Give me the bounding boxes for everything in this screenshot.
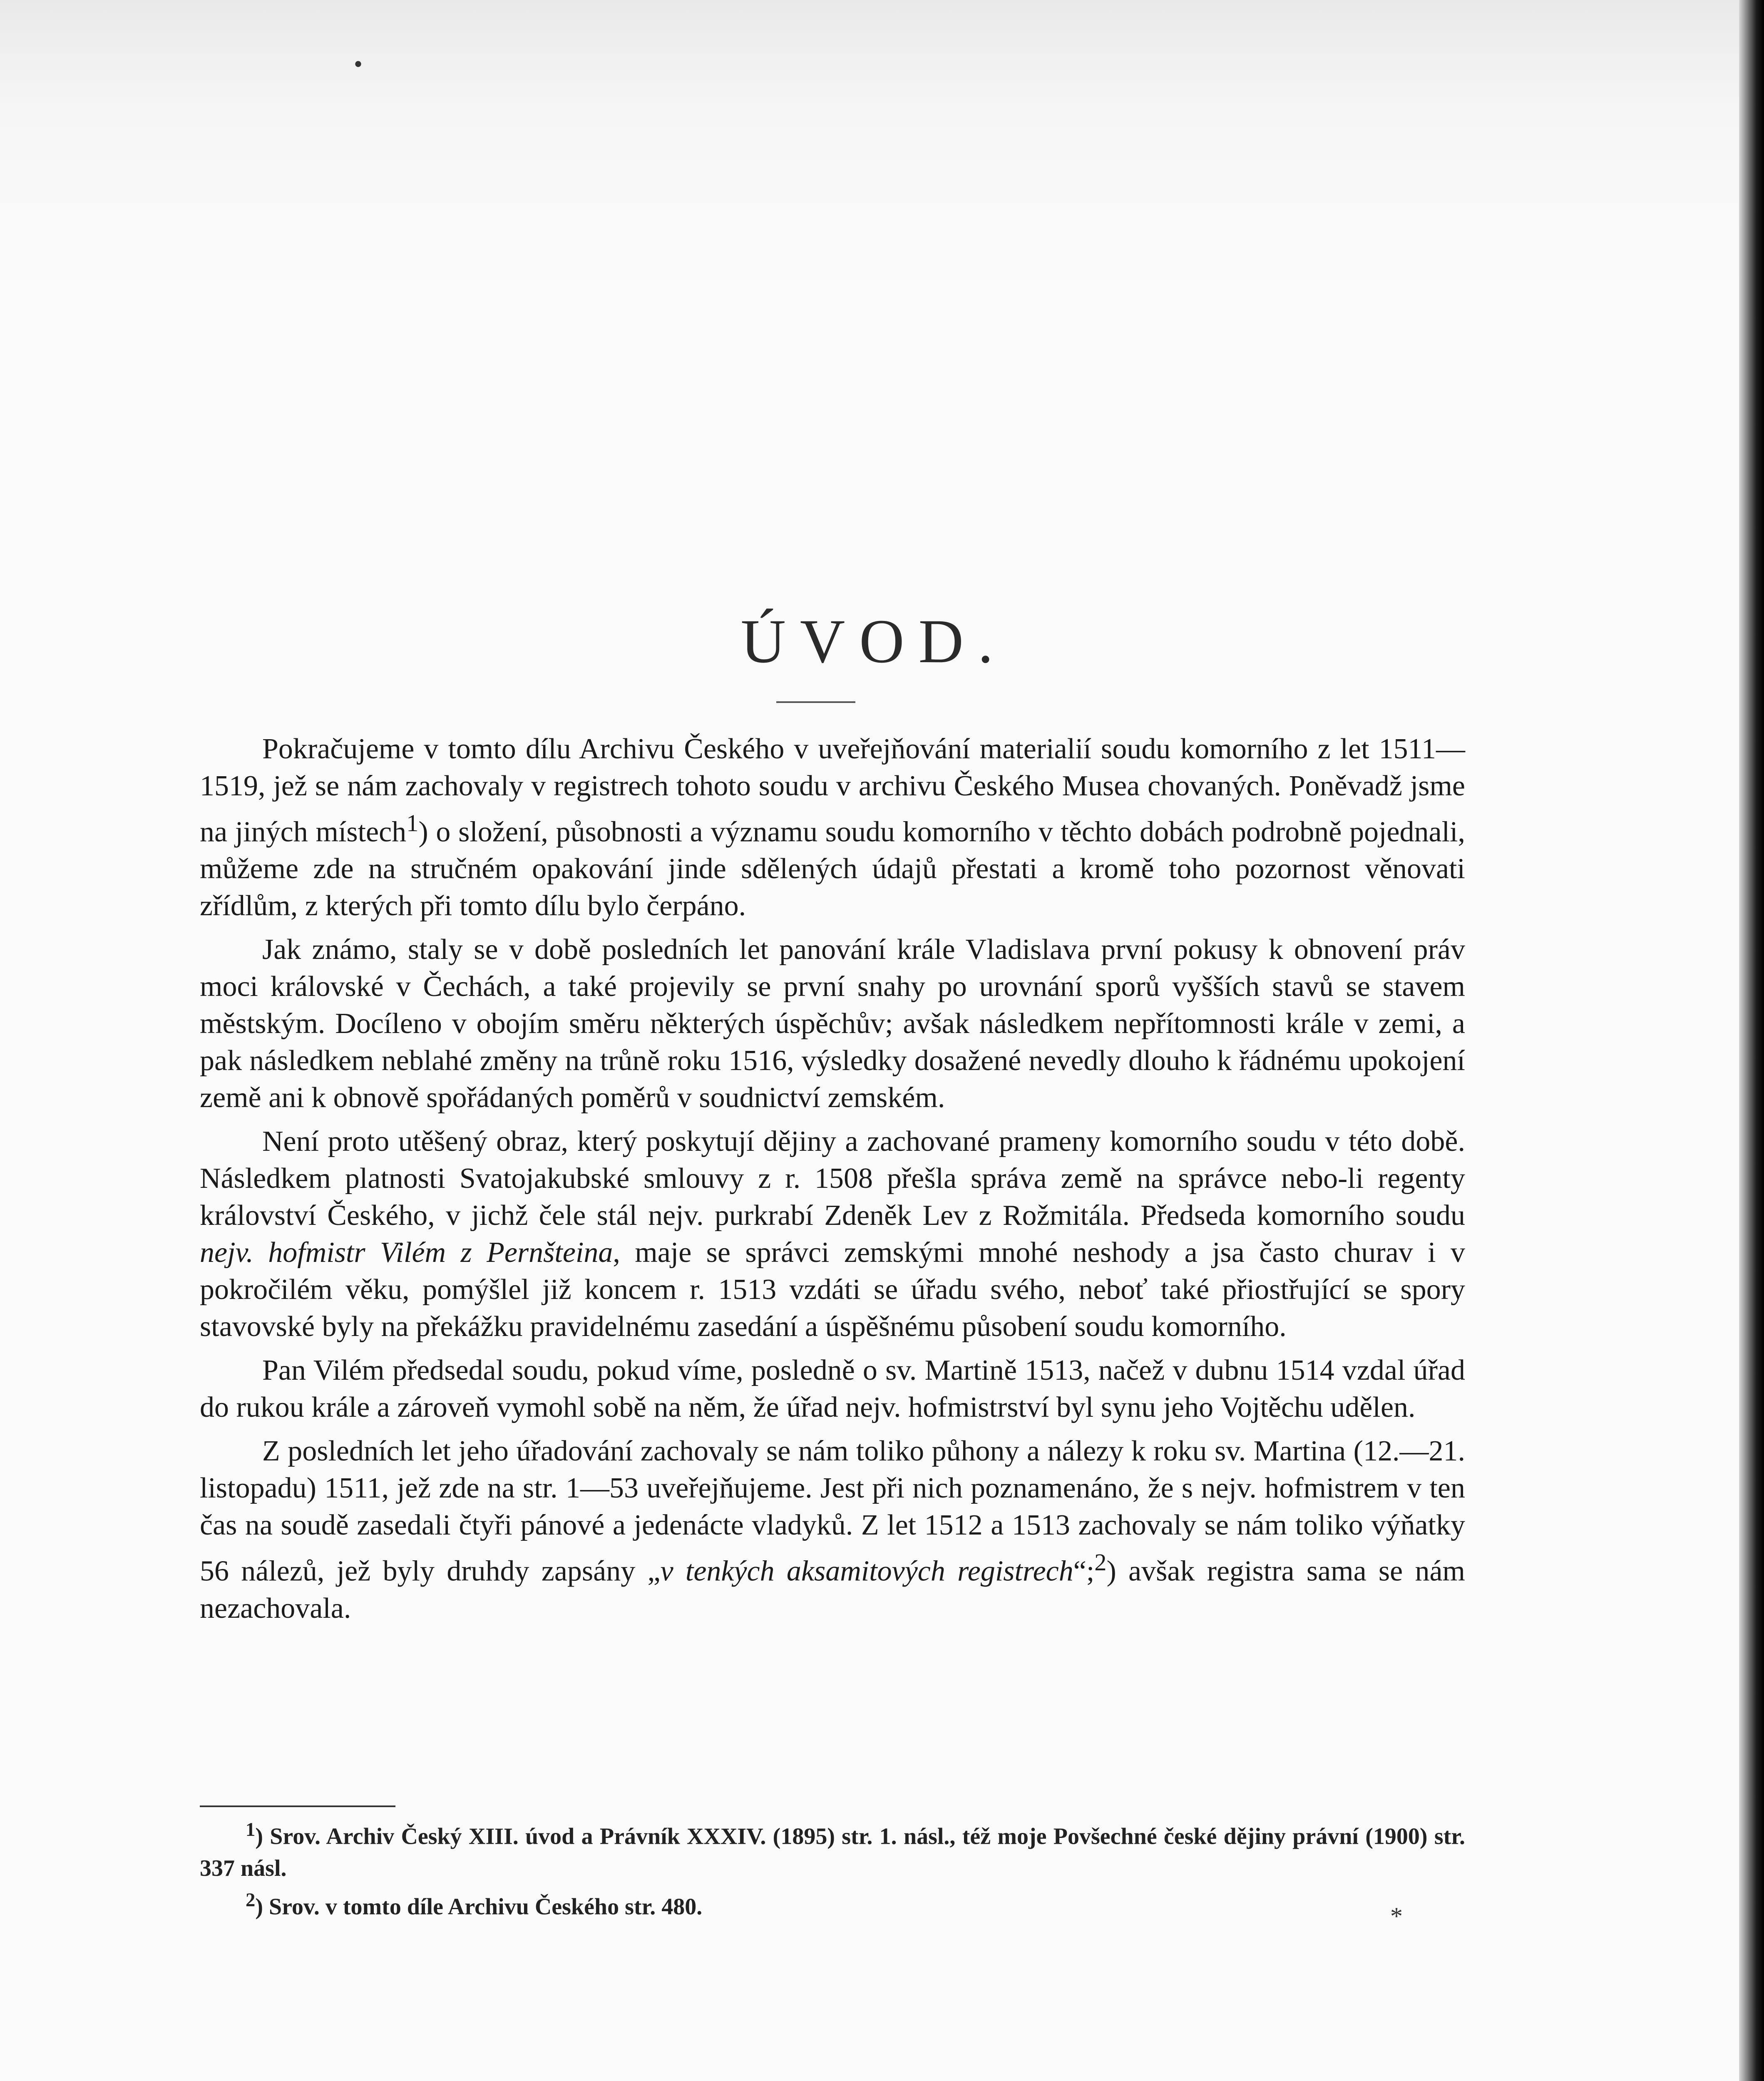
paragraph: Pokračujeme v tomto dílu Archivu Českého v uveřejňování materialií soudu komorního z let 1511—1519, jež se nám zachovaly v registrech tohoto soudu v archivu Českého Musea chovaných. Poněvadž jsme na jiných místech$^1$) o složení, působnosti a významu soudu komorního v těchto dobách podrobně pojednali, můžeme zde na stručném opakování jinde sdělených údajů přestati a kromě toho pozornost věnovati zřídlům, z kterých při tomto dílu bylo čerpáno. [200,733,1465,922]
paragraph: Z posledních let jeho úřadování zachovaly se nám toliko půhony a nálezy k roku sv. Martina (12.—21. listopadu) 1511, jež zde na str. 1—53 uveřejňujeme. Jest při nich poznamenáno, že s nejv. hofmistrem v ten čas na soudě zasedali čtyři pánové a jedenácte vladyků. Z let 1512 a 1513 zachovaly se nám toliko výňatky 56 nálezů, jež byly druhdy zapsány „v tenkých aksamitových registrech“;$^2$) avšak registra sama se nám nezachovala. [200,1435,1465,1624]
stray-mark: * [1390,1902,1403,1930]
title-rule [776,701,855,703]
paragraph: Není proto utěšený obraz, který poskytují dějiny a zachované prameny komorního soudu v této době. Následkem platnosti Svatojakubské smlouvy z r. 1508 přešla správa země na správce nebo-li regenty království Českého, v jichž čele stál nejv. purkrabí Zdeněk Lev z Rožmitála. Předseda komorního soudu nejv. hofmistr Vilém z Pernšteina, maje se správci zemskými mnohé neshody a jsa často churav i v pokročilém věku, pomýšlel již koncem r. 1513 vzdáti se úřadu svého, neboť také přiostřující se spory stavovské byly na překážku pravidelnému zasedání a úspěšnému působení soudu komorního. [200,1125,1466,1343]
paragraph: Pan Vilém předsedal soudu, pokud víme, posledně o sv. Martině 1513, načež v dubnu 1514 vzdal úřad do rukou krále a zároveň vymohl sobě na něm, že úřad nejv. hofmistrství byl synu jeho Vojtěchu udělen. [200,1354,1465,1424]
footnote: $^1$) Srov. Archiv Český XIII. úvod a Právník XXXIV. (1895) str. 1. násl., též moje Povšechné české dějiny právní (1900) str. 337 násl. [200,1819,1465,1881]
page-title: ÚVOD. [740,607,1008,676]
scan-edge [1739,0,1764,2081]
footnotes [200,1814,1465,1922]
footnote-rule [200,1805,395,1807]
stray-mark: • [354,50,363,78]
body-text [200,730,1465,1634]
paragraph: Jak známo, staly se v době posledních let panování krále Vladislava první pokusy k obnovení práv moci královské v Čechách, a také projevily se první snahy po urovnání sporů vyšších stavů se stavem městským. Docíleno v obojím směru některých úspěchův; avšak následkem nepřítomnosti krále v zemi, a pak následkem neblahé změny na trůně roku 1516, výsledky dosažené nevedly dlouho k řádnému upokojení země ani k obnově spořádaných poměrů v soudnictví zemském. [200,934,1465,1114]
footnote: $^2$) Srov. v tomto díle Archivu Českého str. 480. [246,1889,703,1920]
